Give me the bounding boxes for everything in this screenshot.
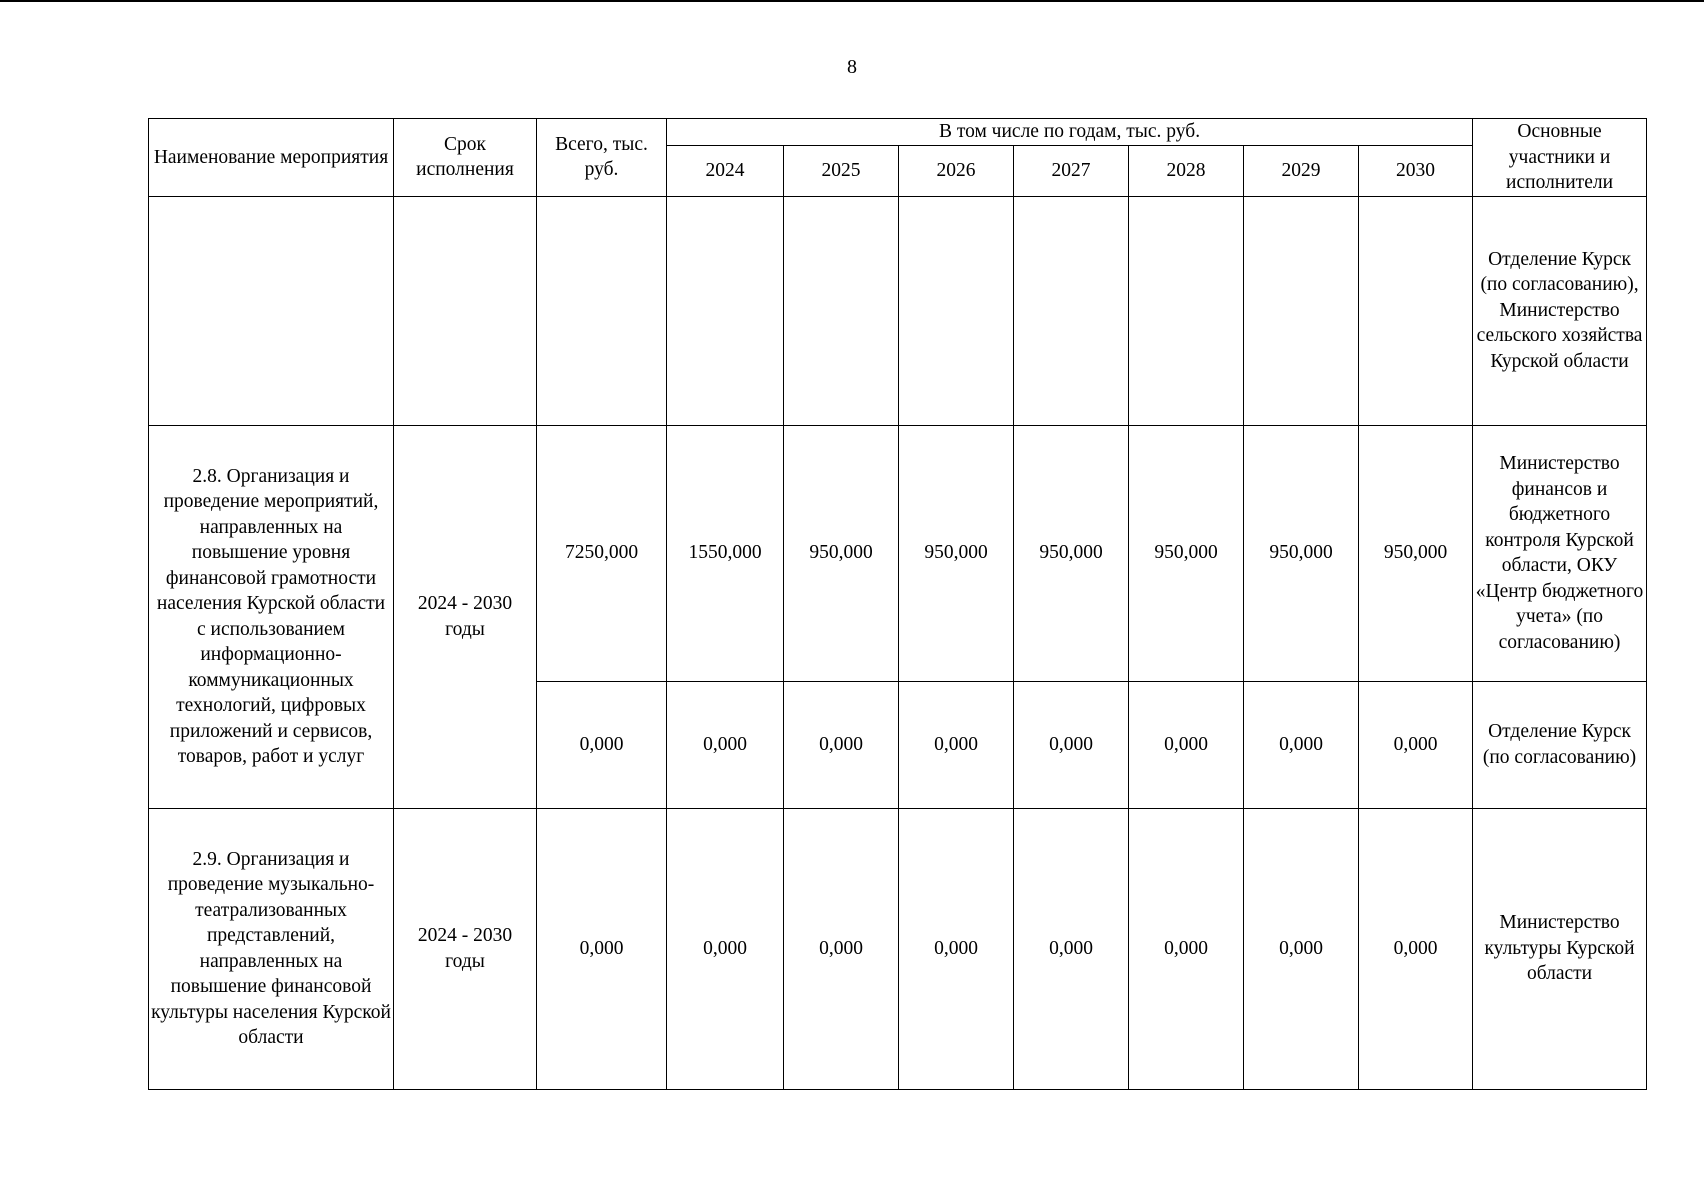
term-cell: 2024 - 2030 годы [394, 808, 537, 1089]
header-row-1 [149, 119, 1647, 146]
table-cell-empty [537, 196, 667, 425]
year-value-cell: 950,000 [899, 425, 1014, 681]
header-term: Срок исполнения [394, 119, 537, 197]
header-total: Всего, тыс. руб. [537, 119, 667, 197]
table-cell-empty [1359, 196, 1473, 425]
header-year: 2024 [667, 145, 784, 196]
participants-cell: Министерство культуры Курской области [1473, 808, 1647, 1089]
year-value-cell: 0,000 [1359, 808, 1473, 1089]
year-value-cell: 950,000 [1359, 425, 1473, 681]
year-value-cell: 0,000 [1129, 681, 1244, 808]
year-value-cell: 0,000 [1129, 808, 1244, 1089]
table-cell-empty [1014, 196, 1129, 425]
table-cell-empty [1129, 196, 1244, 425]
header-name: Наименование мероприятия [149, 119, 394, 197]
table-cell-empty [667, 196, 784, 425]
total-cell: 0,000 [537, 808, 667, 1089]
header-participants: Основные участники и исполнители [1473, 119, 1647, 197]
total-cell: 7250,000 [537, 425, 667, 681]
year-value-cell: 0,000 [1014, 681, 1129, 808]
page-top-border [0, 0, 1704, 2]
participants-cell: Отделение Курск (по согласованию) [1473, 681, 1647, 808]
year-value-cell: 950,000 [1129, 425, 1244, 681]
year-value-cell: 950,000 [1014, 425, 1129, 681]
participants-cell: Отделение Курск (по согласованию), Министерство сельского хозяйства Курской области [1473, 196, 1647, 425]
header-year: 2027 [1014, 145, 1129, 196]
table-cell-empty [149, 196, 394, 425]
year-value-cell: 0,000 [899, 808, 1014, 1089]
year-value-cell: 0,000 [667, 681, 784, 808]
table-row [149, 425, 1647, 681]
funding-table [148, 118, 1647, 1090]
year-value-cell: 950,000 [1244, 425, 1359, 681]
table-row [149, 808, 1647, 1089]
activity-name-cell: 2.9. Организация и проведение музыкально-театрализованных представлений, направленных на повышение финансовой культуры населения Курской области [149, 808, 394, 1089]
header-year: 2030 [1359, 145, 1473, 196]
header-year: 2028 [1129, 145, 1244, 196]
table-cell-empty [784, 196, 899, 425]
year-value-cell: 0,000 [784, 681, 899, 808]
year-value-cell: 1550,000 [667, 425, 784, 681]
header-year: 2026 [899, 145, 1014, 196]
year-value-cell: 0,000 [784, 808, 899, 1089]
year-value-cell: 0,000 [1244, 681, 1359, 808]
header-year: 2029 [1244, 145, 1359, 196]
year-value-cell: 0,000 [1359, 681, 1473, 808]
year-value-cell: 950,000 [784, 425, 899, 681]
header-year: 2025 [784, 145, 899, 196]
total-cell: 0,000 [537, 681, 667, 808]
page-number: 8 [847, 56, 857, 78]
header-by-year: В том числе по годам, тыс. руб. [667, 119, 1473, 146]
participants-cell: Министерство финансов и бюджетного контроля Курской области, ОКУ «Центр бюджетного учета» (по согласованию) [1473, 425, 1647, 681]
year-value-cell: 0,000 [1244, 808, 1359, 1089]
term-cell: 2024 - 2030 годы [394, 425, 537, 808]
year-value-cell: 0,000 [1014, 808, 1129, 1089]
activity-name-cell: 2.8. Организация и проведение мероприятий, направленных на повышение уровня финансовой грамотности населения Курской области с использованием информационно-коммуникационных технологий, цифровых приложений и сервисов, товаров, работ и услуг [149, 425, 394, 808]
table-row [149, 196, 1647, 425]
year-value-cell: 0,000 [899, 681, 1014, 808]
table-cell-empty [899, 196, 1014, 425]
table-cell-empty [394, 196, 537, 425]
table-cell-empty [1244, 196, 1359, 425]
year-value-cell: 0,000 [667, 808, 784, 1089]
